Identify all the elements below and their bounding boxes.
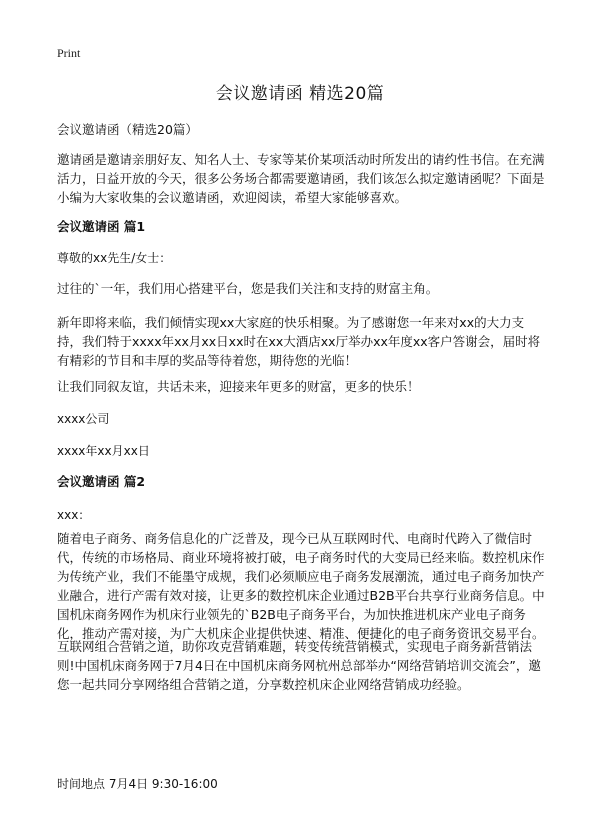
section1-greeting: 尊敬的xx先生/女士： (57, 251, 172, 265)
section2-heading: 会议邀请函 篇2 (57, 474, 146, 489)
document-subtitle: 会议邀请函（精选20篇） (57, 122, 198, 137)
section2-paragraph-1: 随着电子商务、商务信息化的广泛普及，现今已从互联网时代、电商时代跨入了微信时代，传统的市场格局、商业环境将被打破，电子商务时代的大变局已经来临。数控机床作为传统产业，我们不能墨守成规，我们必须顺应电子商务发展潮流，通过电子商务加快产业融合，进行产需有效对接，让更多的数控机床企业通过B2B平台共享行业商务信息。中国机床商务网作为机床行业领先的`B2B电子商务平台，为加快推进机床产业电子商务化，推动产需对接，为广大机床企业提供快速、精准、便捷化的电子商务资讯交易平台。 (57, 531, 545, 641)
section1-paragraph-1: 过往的`一年，我们用心搭建平台，您是我们关注和支持的财富主角。 (57, 281, 439, 296)
section2-paragraph-2: 互联网组合营销之道，助你攻克营销难题，转变传统营销模式，实现电子商务新营销法则!中国机床商务网于7月4日在中国机床商务网杭州总部举办“网络营销培训交流会”，邀您一起共同分享网络组合营销之道，分享数控机床企业网络营销成功经验。 (57, 639, 541, 692)
section1-paragraph-2: 新年即将来临，我们倾情实现xx大家庭的快乐相聚。为了感谢您一年来对xx的大力支持，我们特于xxxx年xx月xx日xx时在xx大酒店xx厅举办xx年度xx客户答谢会，届时将有精彩的节目和丰厚的奖品等待着您，期待您的光临！ (57, 315, 541, 368)
document-title: 会议邀请函 精选20篇 (215, 84, 385, 104)
section2-greeting: xxx： (57, 508, 91, 522)
section2-time-location: 时间地点 7月4日 9:30-16:00 (57, 777, 218, 791)
section1-company: xxxx公司 (57, 412, 110, 426)
intro-paragraph: 邀请函是邀请亲朋好友、知名人士、专家等某价某项活动时所发出的请约性书信。在充满活力，日益开放的今天，很多公务场合都需要邀请函，我们该怎么拟定邀请函呢？下面是小编为大家收集的会议邀请函，欢迎阅读，希望大家能够喜欢。 (57, 152, 545, 205)
print-label[interactable]: Print (57, 46, 81, 60)
section1-date: xxxx年xx月xx日 (57, 444, 150, 458)
section1-paragraph-3: 让我们同叙友谊，共话未来，迎接来年更多的财富，更多的快乐！ (57, 379, 420, 394)
section1-heading: 会议邀请函 篇1 (57, 219, 146, 234)
